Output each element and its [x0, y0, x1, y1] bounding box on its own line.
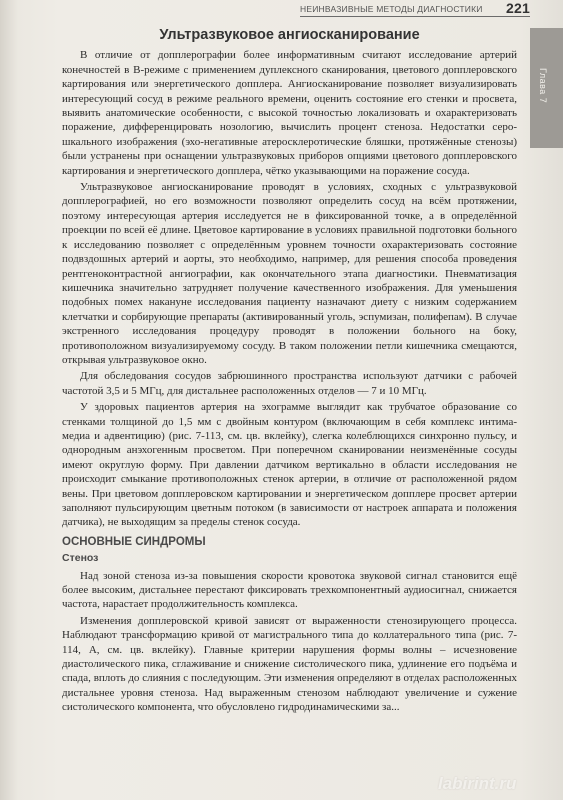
- watermark-logo: labirint.ru: [438, 774, 517, 793]
- paragraph-intro: В отличие от допплерографии более информативным считают исследование артерий конечностей в B-режиме с применением дуплексного сканирования, цветового допплеровского картирования или энергетического допплера. Ангиосканирование позволяет визуализировать интересующий сосуд в режиме реального времени, оценить состояние его стенки и просвета, выявить анатомические особенности, с высокой точностью локализовать и охарактеризовать поражение, дифференцировать нозологию, вычислить процент стеноза. Недостатки серо-шкального изображения (эхо-негативные атеросклеротические бляшки, протяжённые стенозы) были устранены при оснащении ультразвуковых приборов опциями цветового допплеровского картирования и энергетического допплера, чётко указывающими на поражение сосуда.: [62, 49, 517, 177]
- running-head-title: НЕИНВАЗИВНЫЕ МЕТОДЫ ДИАГНОСТИКИ: [300, 4, 483, 14]
- paragraph-normal-artery: У здоровых пациентов артерия на эхограмме выглядит как трубчатое образование со стенками толщиной до 1,5 мм с двойным контуром (включающим в себя комплекс интима-медиа и адвентицию) (рис. 7-113, см. цв. вклейку), слегка колеблющихся синхронно пульсу, и однородным анэхогенным просветом. При поперечном сканировании неизменённые сосуды имеют округлую форму. При давлении датчиком вертикально в области исследования не происходит смыкание противоположных стенок артерии, в отличие от расположенной рядом вены. При цветовом допплеровском картировании и энергетическом допплере просвет артерии заполняют пульсирующим цветным потоком (в зависимости от настроек аппарата и положения датчика), не выходящим за пределы стенок сосуда.: [62, 401, 517, 529]
- chapter-tab-label: Глава 7: [538, 68, 548, 104]
- subsection-title: ОСНОВНЫЕ СИНДРОМЫ: [62, 535, 206, 548]
- paragraph-stenosis-curve: Изменения допплеровской кривой зависят от выраженности стенозирующего процесса. Наблюдают трансформацию кривой от магистрального типа до коллатерального типа (рис. 7-114, А, см. цв. вклейку). Главные критерии нарушения формы волны – исчезновение диастолического пика, сглаживание и снижение систолического пика, удлинение его подъёма и спада, вплоть до слияния с последующим. Эти изменения определяют в отделах расположенных дистальнее уровня стеноза. Над выраженным стенозом наблюдают увеличение и сужение систолического компонента, что обусловлено гидродинамическими за...: [62, 614, 517, 714]
- paragraph-stenosis-signal: Над зоной стеноза из-за повышения скорости кровотока звуковой сигнал становится ещё более высоким, дистальнее перестают фиксировать трехкомпонентный аудиосигнал, снижается частота, нарастает продолжительность комплекса.: [62, 569, 517, 611]
- page-number: 221: [506, 0, 530, 16]
- chapter-tab: [530, 28, 563, 148]
- running-head: [300, 2, 530, 17]
- page-content: [62, 28, 517, 715]
- section-title: Ультразвуковое ангиосканирование: [159, 27, 420, 43]
- paragraph-probes: Для обследования сосудов забрюшинного пространства используют датчики с рабочей частотой 3,5 и 5 МГц, для дистальнее расположенных отделов — 7 и 10 МГц.: [62, 370, 517, 397]
- subsection-subtitle: Стеноз: [62, 552, 99, 565]
- paragraph-procedure: Ультразвуковое ангиосканирование проводят в условиях, сходных с ультразвуковой допплерографией, но его возможности позволяют определить сосуд на всём протяжении, поэтому интересующая артерия исследуется не в фиксированной точке, а в определённой проекции по всей её длине. Цветовое картирование в условиях правильной подготовки больного к исследованию позволяет с определённым уровнем точности охарактеризовать состояние подвздошных артерий и аорты, это необходимо, например, для решения способа проведения рентгеноконтрастной ангиографии, как окончательного этапа диагностики. Пневматизация кишечника значительно затрудняет получение качественного изображения. Для уменьшения подобных помех накануне исследования пациенту назначают диету с низким содержанием клетчатки и сорбирующие препараты (активированный уголь, эспумизан, полифепам). В случае экстренного исследования процедуру проводят в положении больного на боку, противоположном визуализируемому сосуду. В таком положении петли кишечника смещаются, открывая ультразвуковое окно.: [62, 181, 517, 366]
